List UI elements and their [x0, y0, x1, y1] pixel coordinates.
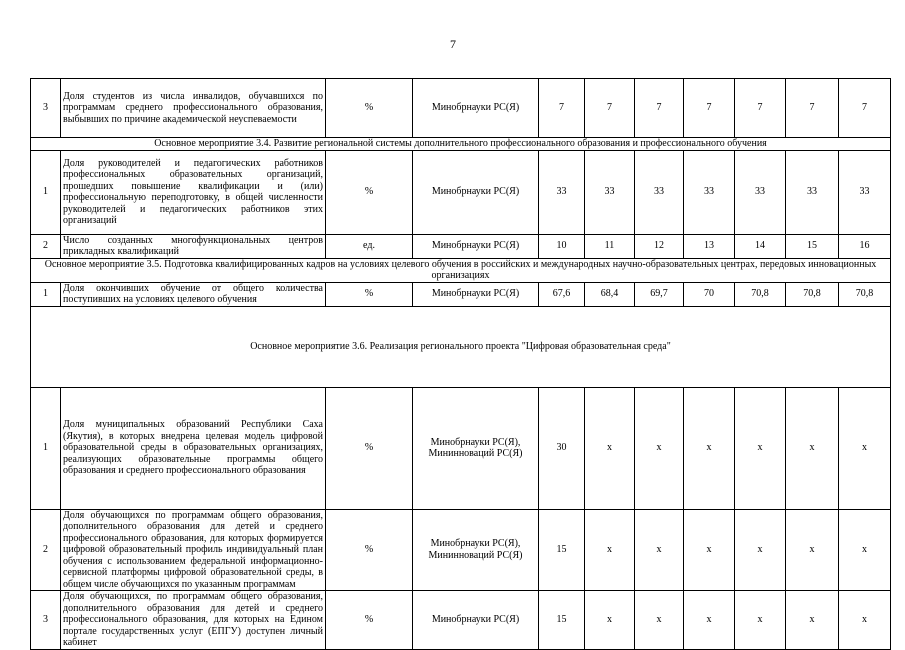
row-number-cell: 3 [31, 79, 61, 138]
section-title: Основное мероприятие 3.4. Развитие региональной системы дополнительного профессионального образования и профессионального обучения [31, 138, 891, 151]
unit-cell: % [326, 387, 413, 509]
value-cell: 15 [786, 234, 839, 258]
value-cell: 70 [684, 282, 735, 306]
indicator-name-cell: Доля обучающихся по программам общего образования, дополнительного образования для детей и среднего профессионального образования, для которых формируется цифровой образовательный профиль индивидуальный план обучения с использованием федеральной информационно-сервисной платформы цифровой образовательной среды, в общем числе обучающихся по указанным программам [61, 509, 326, 591]
value-cell: 70,8 [735, 282, 786, 306]
value-cell: 15 [539, 591, 585, 650]
value-cell: 70,8 [786, 282, 839, 306]
unit-cell: % [326, 282, 413, 306]
value-cell: 11 [585, 234, 635, 258]
value-cell: х [585, 591, 635, 650]
value-cell: 7 [839, 79, 891, 138]
indicators-table [30, 78, 891, 650]
value-cell: х [635, 509, 684, 591]
row-number-cell: 3 [31, 591, 61, 650]
value-cell: 30 [539, 387, 585, 509]
row-number-cell: 2 [31, 234, 61, 258]
value-cell: х [735, 591, 786, 650]
value-cell: х [635, 387, 684, 509]
value-cell: 10 [539, 234, 585, 258]
unit-cell: % [326, 79, 413, 138]
section-header-row [31, 138, 891, 151]
value-cell: 33 [839, 150, 891, 234]
table-row [31, 387, 891, 509]
responsible-cell: Минобрнауки РС(Я) [413, 282, 539, 306]
value-cell: 7 [585, 79, 635, 138]
value-cell: 67,6 [539, 282, 585, 306]
value-cell: х [839, 509, 891, 591]
value-cell: 68,4 [585, 282, 635, 306]
responsible-cell: Минобрнауки РС(Я) [413, 150, 539, 234]
table-row [31, 234, 891, 258]
value-cell: 7 [735, 79, 786, 138]
unit-cell: ед. [326, 234, 413, 258]
value-cell: 33 [539, 150, 585, 234]
unit-cell: % [326, 509, 413, 591]
row-number-cell: 1 [31, 282, 61, 306]
unit-cell: % [326, 150, 413, 234]
value-cell: х [839, 591, 891, 650]
indicator-name-cell: Доля студентов из числа инвалидов, обучавшихся по программам среднего профессионального образования, выбывших по причине академической неуспеваемости [61, 79, 326, 138]
indicator-name-cell: Доля руководителей и педагогических работников профессиональных образовательных организаций, прошедших повышение квалификации и (или) профессиональную переподготовку, в общей численности руководителей и педагогических работников этих организаций [61, 150, 326, 234]
indicator-name-cell: Число созданных многофункциональных центров прикладных квалификаций [61, 234, 326, 258]
value-cell: х [786, 591, 839, 650]
responsible-cell: Минобрнауки РС(Я), Мининноваций РС(Я) [413, 387, 539, 509]
responsible-cell: Минобрнауки РС(Я) [413, 591, 539, 650]
indicator-name-cell: Доля обучающихся, по программам общего образования, дополнительного образования для детей и среднего профессионального образования, для которых на Едином портале государственных услуг (ЕПГУ) доступен личный кабинет [61, 591, 326, 650]
value-cell: х [786, 509, 839, 591]
value-cell: 16 [839, 234, 891, 258]
unit-cell: % [326, 591, 413, 650]
value-cell: 69,7 [635, 282, 684, 306]
value-cell: х [735, 387, 786, 509]
value-cell: х [684, 591, 735, 650]
indicator-name-cell: Доля муниципальных образований Республики Саха (Якутия), в которых внедрена целевая модель цифровой образовательной среды в образовательных организациях, реализующих образовательные программы общего образования и среднего профессионального образования [61, 387, 326, 509]
table-row [31, 79, 891, 138]
value-cell: х [839, 387, 891, 509]
table-body [31, 79, 891, 650]
section-title: Основное мероприятие 3.6. Реализация регионального проекта "Цифровая образовательная среда" [31, 306, 891, 387]
table-row [31, 591, 891, 650]
row-number-cell: 1 [31, 150, 61, 234]
value-cell: 33 [735, 150, 786, 234]
value-cell: х [735, 509, 786, 591]
value-cell: 33 [786, 150, 839, 234]
value-cell: 15 [539, 509, 585, 591]
value-cell: х [786, 387, 839, 509]
value-cell: 33 [585, 150, 635, 234]
section-title: Основное мероприятие 3.5. Подготовка квалифицированных кадров на условиях целевого обучения в российских и международных научно-образовательных центрах, передовых инновационных организациях [31, 258, 891, 282]
value-cell: 12 [635, 234, 684, 258]
value-cell: 70,8 [839, 282, 891, 306]
section-header-row [31, 306, 891, 387]
section-header-row [31, 258, 891, 282]
responsible-cell: Минобрнауки РС(Я), Мининноваций РС(Я) [413, 509, 539, 591]
indicator-name-cell: Доля окончивших обучение от общего количества поступивших на условиях целевого обучения [61, 282, 326, 306]
value-cell: 14 [735, 234, 786, 258]
value-cell: 7 [635, 79, 684, 138]
table-row [31, 509, 891, 591]
row-number-cell: 1 [31, 387, 61, 509]
responsible-cell: Минобрнауки РС(Я) [413, 79, 539, 138]
table-row [31, 282, 891, 306]
value-cell: 7 [786, 79, 839, 138]
value-cell: 7 [539, 79, 585, 138]
value-cell: 33 [684, 150, 735, 234]
value-cell: 33 [635, 150, 684, 234]
value-cell: х [684, 509, 735, 591]
value-cell: х [585, 387, 635, 509]
page-number: 7 [450, 37, 456, 51]
value-cell: х [585, 509, 635, 591]
row-number-cell: 2 [31, 509, 61, 591]
table-row [31, 150, 891, 234]
value-cell: 13 [684, 234, 735, 258]
value-cell: х [635, 591, 684, 650]
value-cell: х [684, 387, 735, 509]
value-cell: 7 [684, 79, 735, 138]
responsible-cell: Минобрнауки РС(Я) [413, 234, 539, 258]
